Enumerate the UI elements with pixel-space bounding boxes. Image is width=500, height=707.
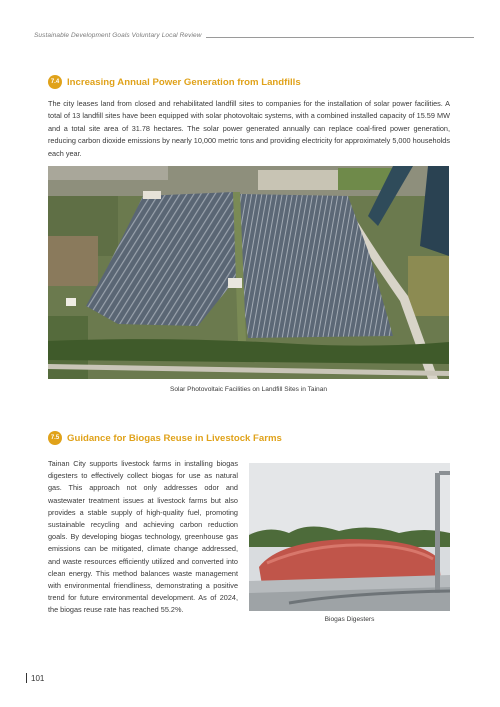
section-7-5-heading — [48, 429, 282, 447]
page-number — [26, 673, 44, 683]
photo-caption: Solar Photovoltaic Facilities on Landfill Sites in Tainan — [169, 386, 328, 393]
section-title: Guidance for Biogas Reuse in Livestock Farms — [67, 432, 282, 444]
section-number-badge: 7.5 — [48, 431, 62, 445]
running-header-title: Sustainable Development Goals Voluntary Local Review — [34, 32, 202, 39]
header-rule — [206, 37, 474, 38]
biogas-digester-photo — [249, 463, 450, 611]
page-number-text: 101 — [31, 673, 45, 683]
solar-landfill-photo — [48, 166, 449, 379]
photo-caption: Biogas Digesters — [324, 616, 375, 623]
page-number-bar — [26, 673, 27, 683]
section-7-5-body: Tainan City supports livestock farms in installing biogas digesters to effectively collect biogas for use as natural gas. This approach not only addresses odor and wastewater treatment issues at livestock farms but also provides a stable supply of high-quality fuel, promoting sustainable recycling and achieving carbon reduction goals. By developing biogas technology, greenhouse gas emissions can be mitigated, climate change addressed, and waste resources efficiently utilized and converted into clean energy. This method balances waste management with environmental friendliness, demonstrating a positive trend for future environmental development. As of 2024, the biogas reuse rate has reached 55.2%. — [48, 459, 238, 615]
section-title: Increasing Annual Power Generation from Landfills — [67, 76, 301, 88]
section-7-4-body: The city leases land from closed and rehabilitated landfill sites to companies for the installation of solar power facilities. A total of 13 landfill sites have been equipped with solar photovoltaic systems, with a combined installed capacity of 15.59 MW and a total site area of 31.78 hectares. The solar power generated annually can replace coal-fired power generation, reducing carbon dioxide emissions by nearly 10,000 metric tons and providing electricity for approximately 5,000 households each year. — [48, 99, 450, 158]
section-7-4-heading — [48, 73, 301, 91]
running-header — [34, 32, 474, 42]
section-number-badge: 7.4 — [48, 75, 62, 89]
